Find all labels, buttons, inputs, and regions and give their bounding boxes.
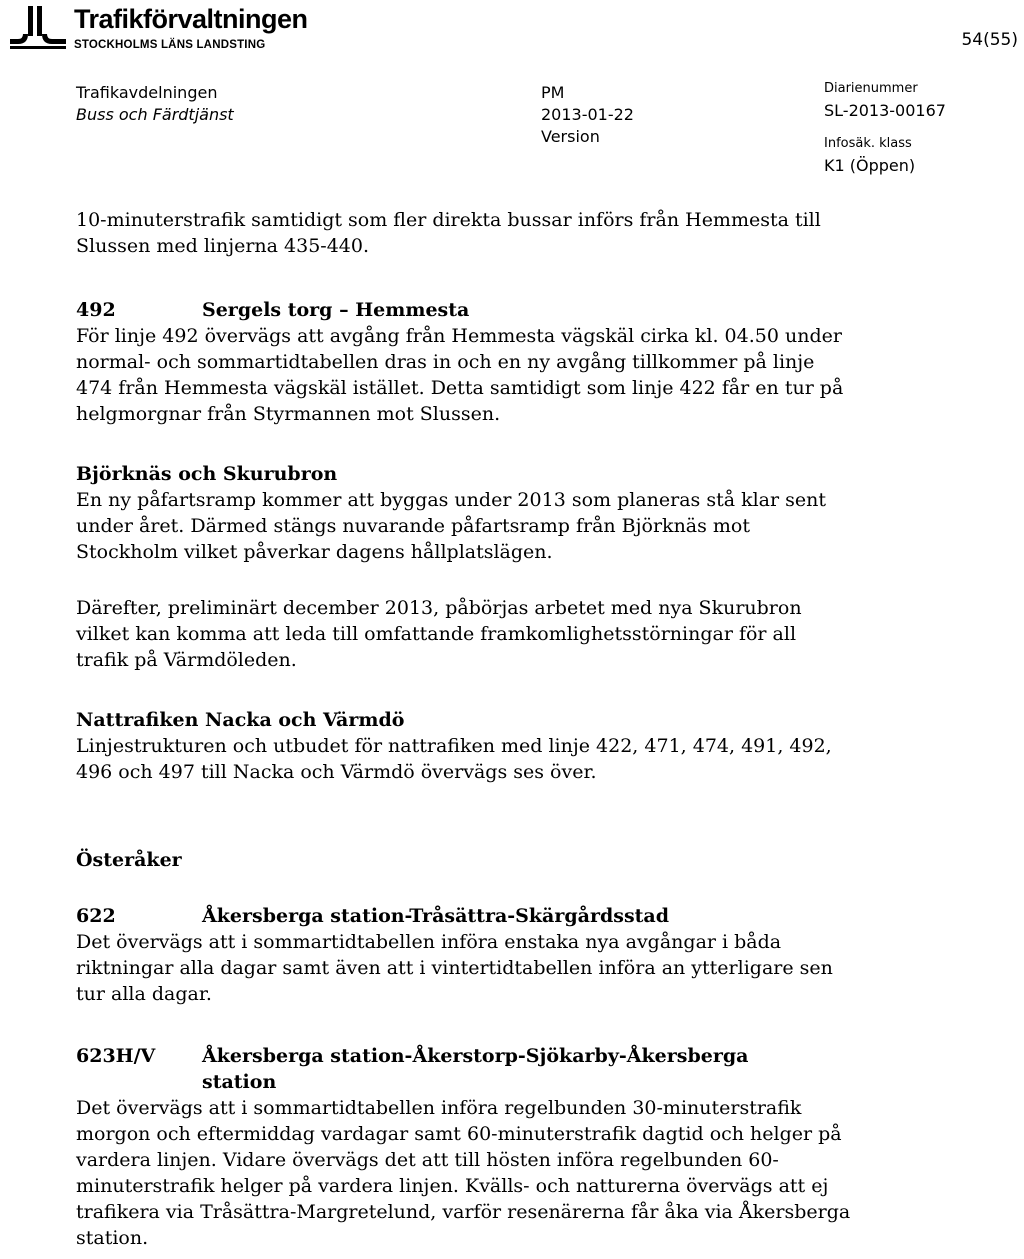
section-492 <box>76 297 976 427</box>
organization-name: Trafikförvaltningen <box>74 4 308 34</box>
line-number: 492 <box>76 299 116 321</box>
department-name: Trafikavdelningen <box>76 83 218 102</box>
line-number: 622 <box>76 905 116 927</box>
intro-paragraph: 10-minuterstrafik samtidigt som fler direkta bussar införs från Hemmesta till Slussen med linjerna 435-440. <box>76 209 821 257</box>
diarie-number: SL-2013-00167 <box>824 101 946 120</box>
unit-name: Buss och Färdtjänst <box>76 105 234 124</box>
section-text: Det övervägs att i sommartidtabellen införa regelbunden 30-minuterstrafik morgon och eftermiddag vardagar samt 60-minuterstrafik dagtid och helger på vardera linjen. Vidare övervägs det att till hösten införa regelbunden 60-minuterstrafik helger på vardera linjen. Kvälls- och natturerna övervägs att ej trafikera via Tråsättra-Margretelund, varför resenärerna får åka via Åkersberga station. <box>76 1097 851 1249</box>
section-title: Åkersberga station-Tråsättra-Skärgårdsstad <box>202 905 670 927</box>
section-title: Björknäs och Skurubron <box>76 463 338 485</box>
section-natt <box>76 707 976 785</box>
section-bjorknas <box>76 461 976 673</box>
section-text: För linje 492 övervägs att avgång från Hemmesta vägskäl cirka kl. 04.50 under normal- och sommartidtabellen dras in och en ny avgång tillkommer på linje 474 från Hemmesta vägskäl istället. Detta samtidigt som linje 422 får en tur på helgmorgnar från Styrmannen mot Slussen. <box>76 325 844 425</box>
document-body <box>76 207 976 1251</box>
section-title: Sergels torg – Hemmesta <box>202 299 470 321</box>
section-text: Linjestrukturen och utbudet för nattrafiken med linje 422, 471, 474, 491, 492, 496 och 497 till Nacka och Värmdö övervägs ses över. <box>76 735 832 783</box>
line-number: 623H/V <box>76 1045 156 1067</box>
version-label: Version <box>541 127 600 146</box>
section-text: Det övervägs att i sommartidtabellen införa enstaka nya avgångar i båda riktningar alla dagar samt även att i vintertidtabellen införa an ytterligare sen tur alla dagar. <box>76 931 833 1005</box>
classification-label: Infosäk. klass <box>824 136 912 151</box>
page-number: 54(55) <box>961 30 1018 50</box>
section-623 <box>76 1043 976 1251</box>
organization-subtitle: STOCKHOLMS LÄNS LANDSTING <box>74 39 266 51</box>
diarie-label: Diarienummer <box>824 81 918 96</box>
document-date: 2013-01-22 <box>541 105 634 124</box>
classification-value: K1 (Öppen) <box>824 156 916 175</box>
section-title: Åkersberga station-Åkerstorp-Sjökarby-Åkersberga station <box>202 1045 749 1093</box>
document-type: PM <box>541 83 565 102</box>
sll-logo-icon <box>6 4 68 50</box>
section-text: En ny påfartsramp kommer att byggas under 2013 som planeras stå klar sent under året. Därmed stängs nuvarande påfartsramp från Björknäs mot Stockholm vilket påverkar dagens hållplatslägen. <box>76 489 826 563</box>
section-title: Nattrafiken Nacka och Värmdö <box>76 709 405 731</box>
section-622 <box>76 903 976 1007</box>
region-heading: Österåker <box>76 849 182 871</box>
section-text: Därefter, preliminärt december 2013, påbörjas arbetet med nya Skurubron vilket kan komma att leda till omfattande framkomlighetsstörningar för all trafik på Värmdöleden. <box>76 597 802 671</box>
